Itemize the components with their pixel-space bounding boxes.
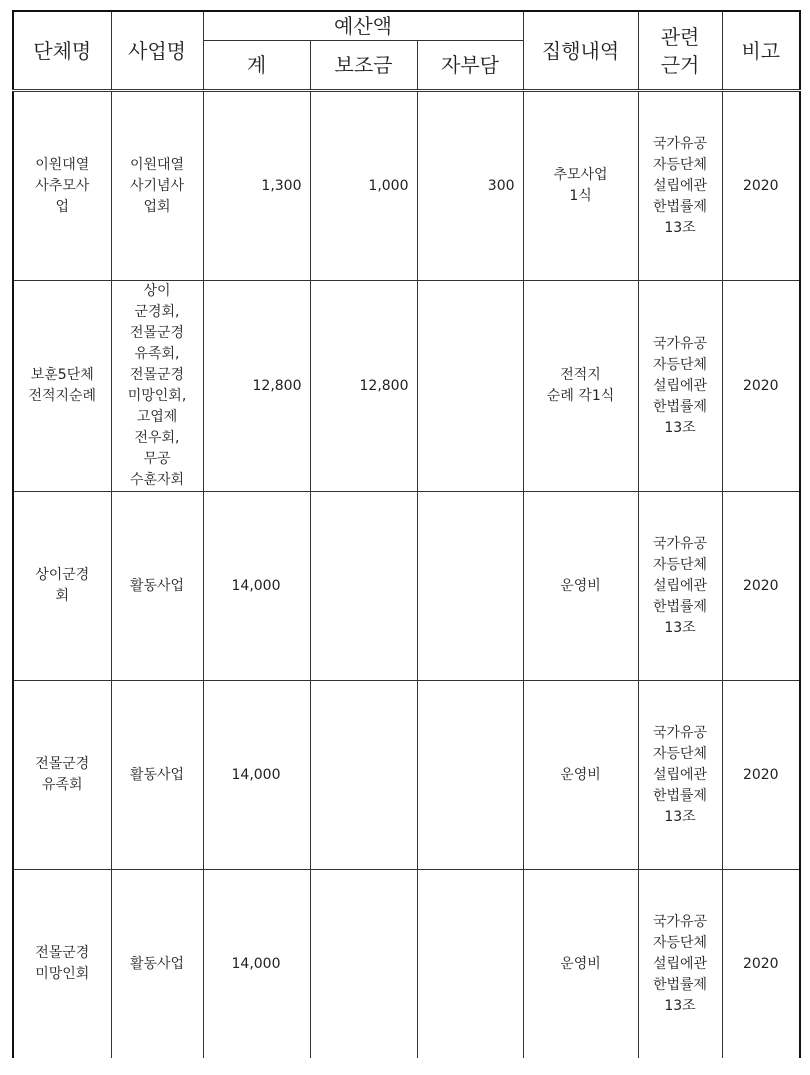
header-total: 계 xyxy=(203,41,310,91)
cell-org: 전몰군경 미망인회 xyxy=(13,870,111,1059)
cell-self: 300 xyxy=(417,91,523,281)
cell-org: 상이군경 회 xyxy=(13,492,111,681)
cell-execution: 운영비 xyxy=(523,870,638,1059)
cell-total: 14,000 xyxy=(203,870,310,1059)
table-row xyxy=(13,91,800,281)
cell-project: 활동사업 xyxy=(111,870,203,1059)
cell-basis: 국가유공 자등단체 설립에관 한법률제 13조 xyxy=(638,281,722,492)
cell-basis: 국가유공 자등단체 설립에관 한법률제 13조 xyxy=(638,681,722,870)
cell-note: 2020 xyxy=(722,91,800,281)
cell-subsidy xyxy=(310,681,417,870)
cell-total: 14,000 xyxy=(203,492,310,681)
cell-basis: 국가유공 자등단체 설립에관 한법률제 13조 xyxy=(638,492,722,681)
header-budget: 예산액 xyxy=(203,11,523,41)
table-row xyxy=(13,681,800,870)
cell-org: 전몰군경 유족회 xyxy=(13,681,111,870)
cell-note: 2020 xyxy=(722,681,800,870)
cell-note: 2020 xyxy=(722,492,800,681)
cell-subsidy xyxy=(310,870,417,1059)
cell-project: 이원대열 사기념사 업회 xyxy=(111,91,203,281)
cell-org: 이원대열 사추모사 업 xyxy=(13,91,111,281)
cell-subsidy: 12,800 xyxy=(310,281,417,492)
cell-project: 상이 군경회, 전몰군경 유족회, 전몰군경 미망인회, 고엽제 전우회, 무공 수훈자회 xyxy=(111,281,203,492)
table-row xyxy=(13,492,800,681)
cell-note: 2020 xyxy=(722,281,800,492)
header-row xyxy=(13,11,800,41)
header-self: 자부담 xyxy=(417,41,523,91)
header-execution: 집행내역 xyxy=(523,11,638,91)
cell-total: 14,000 xyxy=(203,681,310,870)
header-subsidy: 보조금 xyxy=(310,41,417,91)
cell-org: 보훈5단체 전적지순례 xyxy=(13,281,111,492)
cell-self xyxy=(417,492,523,681)
cell-execution: 전적지 순례 각1식 xyxy=(523,281,638,492)
cell-self xyxy=(417,281,523,492)
cell-execution: 추모사업 1식 xyxy=(523,91,638,281)
header-basis: 관련 근거 xyxy=(638,11,722,91)
cell-note: 2020 xyxy=(722,870,800,1059)
cell-subsidy xyxy=(310,492,417,681)
header-note: 비고 xyxy=(722,11,800,91)
cell-subsidy: 1,000 xyxy=(310,91,417,281)
cell-total: 12,800 xyxy=(203,281,310,492)
cell-project: 활동사업 xyxy=(111,681,203,870)
cell-self xyxy=(417,870,523,1059)
cell-self xyxy=(417,681,523,870)
header-project: 사업명 xyxy=(111,11,203,91)
table-row xyxy=(13,870,800,1059)
cell-execution: 운영비 xyxy=(523,681,638,870)
cell-basis: 국가유공 자등단체 설립에관 한법률제 13조 xyxy=(638,91,722,281)
table-row xyxy=(13,281,800,492)
cell-basis: 국가유공 자등단체 설립에관 한법률제 13조 xyxy=(638,870,722,1059)
cell-project: 활동사업 xyxy=(111,492,203,681)
cell-execution: 운영비 xyxy=(523,492,638,681)
budget-table xyxy=(12,10,801,1058)
header-org: 단체명 xyxy=(13,11,111,91)
cell-total: 1,300 xyxy=(203,91,310,281)
